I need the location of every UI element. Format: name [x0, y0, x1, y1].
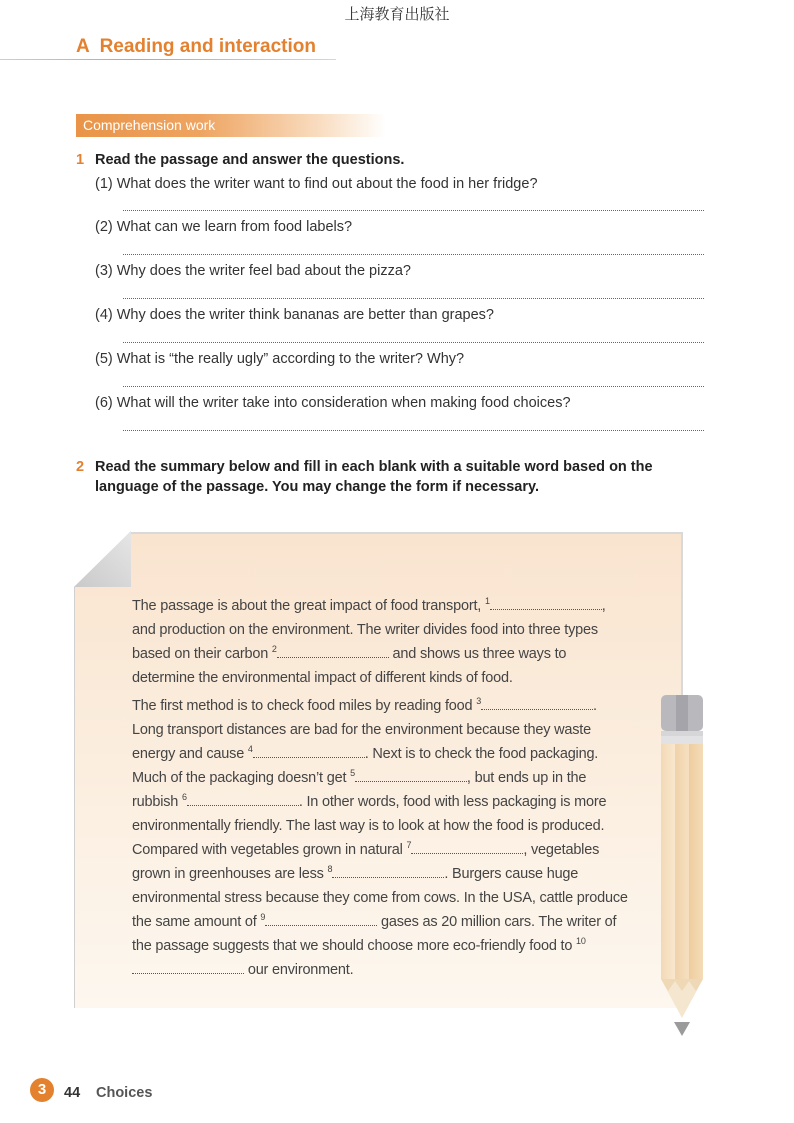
- blank-number: 9: [260, 912, 266, 922]
- unit-number-badge: 3: [30, 1078, 54, 1102]
- question-1-item: (4) Why does the writer think bananas are better than grapes?: [95, 307, 494, 323]
- folded-corner-icon: [74, 531, 132, 589]
- answer-line[interactable]: [123, 210, 704, 211]
- blank-number: 2: [271, 644, 277, 654]
- answer-line[interactable]: [123, 298, 704, 299]
- blank-number: 3: [476, 696, 482, 706]
- answer-line[interactable]: [123, 342, 704, 343]
- paper-edge: [74, 586, 75, 1008]
- blank-number: 4: [247, 744, 253, 754]
- question-2-instruction-line-2: language of the passage. You may change the form if necessary.: [95, 479, 539, 495]
- subsection-title: Comprehension work: [83, 117, 216, 133]
- paper-edge: [130, 532, 683, 534]
- blank-number: 7: [406, 840, 412, 850]
- blank-6[interactable]: [187, 791, 299, 806]
- answer-line[interactable]: [123, 430, 704, 431]
- blank-9[interactable]: [265, 911, 377, 926]
- question-1-instruction: Read the passage and answer the questions.: [95, 152, 405, 168]
- question-1-item: (3) Why does the writer feel bad about the pizza?: [95, 263, 411, 279]
- question-1-item: (5) What is “the really ugly” according to the writer? Why?: [95, 351, 465, 367]
- summary-passage: [132, 594, 632, 982]
- answer-line[interactable]: [123, 254, 704, 255]
- blank-number: 10: [576, 936, 586, 946]
- summary-paragraph-1: The passage is about the great impact of food transport, $^1$ , and production on the environment. The writer divides food into three types based on their carbon $^2$ and shows us three ways to determine the environmental impact of different kinds of food.: [132, 596, 606, 686]
- blank-3[interactable]: [481, 695, 593, 710]
- blank-8[interactable]: [332, 863, 444, 878]
- pencil-icon: [659, 693, 705, 1038]
- question-1-item: (6) What will the writer take into consideration when making food choices?: [95, 395, 571, 411]
- section-title: A Reading and interaction: [76, 36, 316, 57]
- question-2-number: 2: [76, 459, 85, 475]
- blank-5[interactable]: [355, 767, 467, 782]
- question-1-item: (1) What does the writer want to find out about the food in her fridge?: [95, 176, 538, 192]
- blank-2[interactable]: [277, 643, 389, 658]
- blank-number: 1: [484, 596, 490, 606]
- unit-title: Choices: [96, 1085, 153, 1101]
- summary-paragraph-2: The first method is to check food miles by reading food $^3$ . Long transport distances are bad for the environment because they waste energy and cause $^4$ . Next is to check the food packaging. Much of the packaging doesn’t get $^5$ , but ends up in the rubbish $^6$ . In other words, food with less packaging is more environmentally friendly. The last way is to look at how the food is produced. Compared with vegetables grown in natural $^7$ , vegetables grown in greenhouses are less $^8$ . Burgers cause huge environmental stress because they come from cows. In the USA, cattle produce the same amount of $^9$ gases as 20 million cars. The writer of the passage suggests that we should choose more eco-friendly food to $^{10}$ our environment.: [132, 696, 628, 978]
- blank-number: 8: [327, 864, 333, 874]
- publisher-header: 上海教育出版社: [344, 5, 450, 23]
- blank-4[interactable]: [253, 743, 365, 758]
- question-2-instruction-line-1: Read the summary below and fill in each blank with a suitable word based on the: [95, 459, 653, 475]
- blank-1[interactable]: [490, 595, 602, 610]
- blank-7[interactable]: [411, 839, 523, 854]
- blank-number: 5: [350, 768, 355, 778]
- section-rule: [0, 59, 336, 60]
- question-1-item: (2) What can we learn from food labels?: [95, 219, 353, 235]
- subsection-banner: [76, 114, 386, 137]
- answer-line[interactable]: [123, 386, 704, 387]
- blank-number: 6: [182, 792, 187, 802]
- blank-10[interactable]: [132, 959, 244, 974]
- page-number: 44: [64, 1085, 81, 1101]
- question-1-number: 1: [76, 152, 85, 168]
